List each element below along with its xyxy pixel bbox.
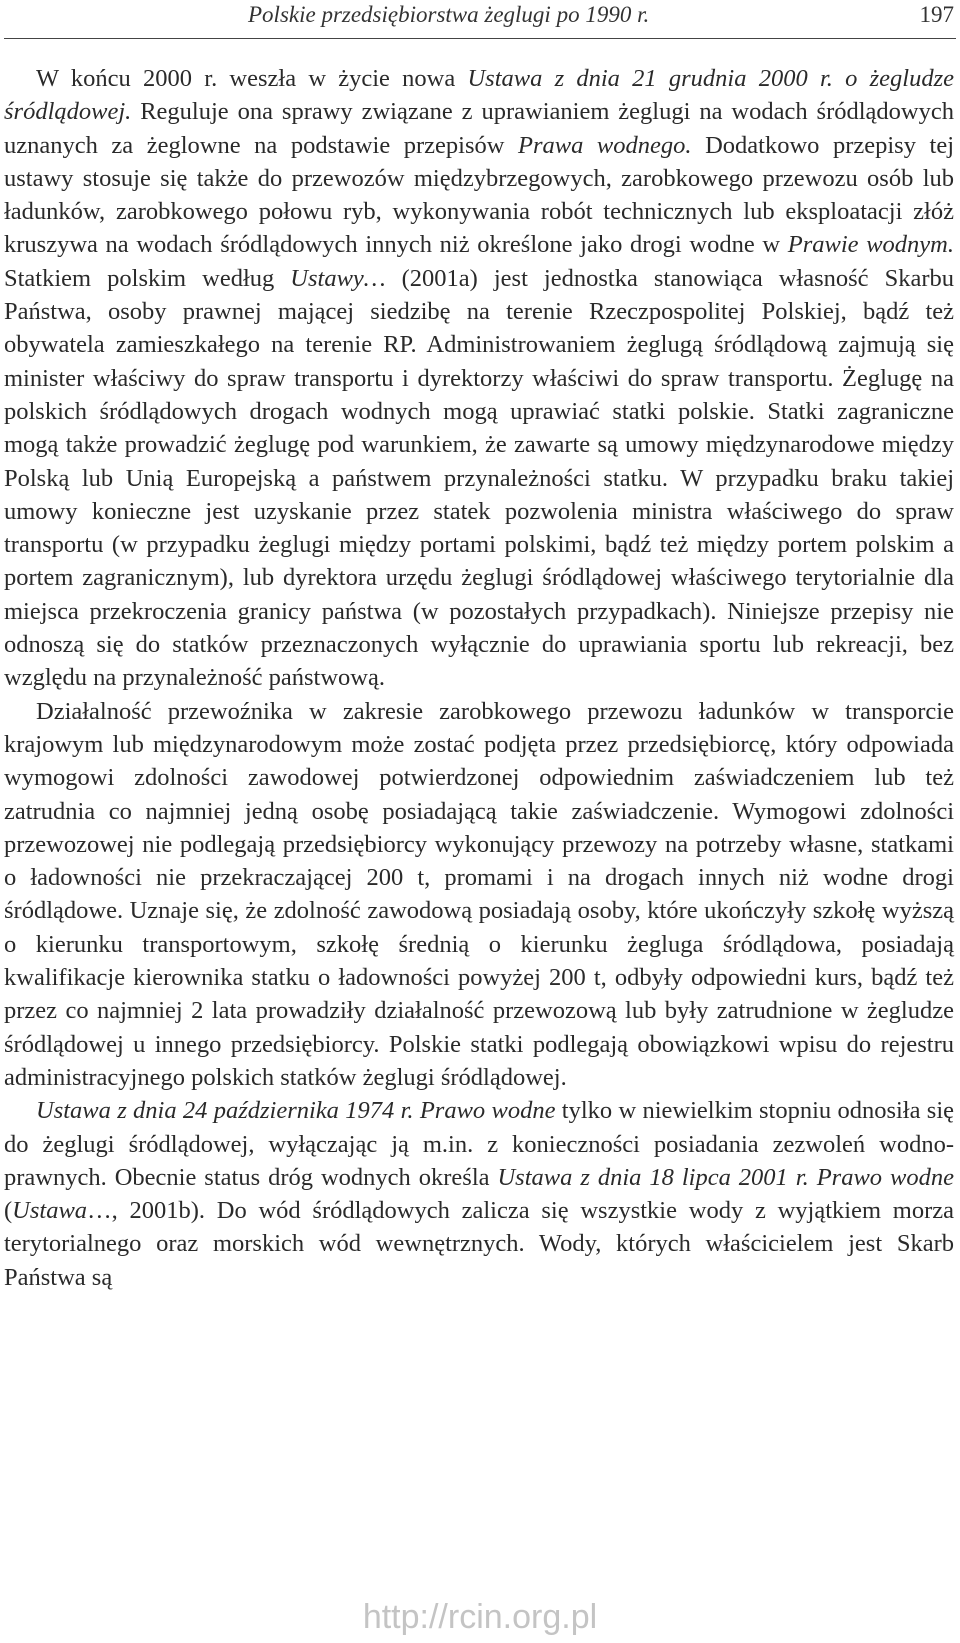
text-run: Dodatkowo przepisy tej ustawy stosuje się także do przewozów międzybrzegowych, zarobkowego przewozu osób lub ładunków, zarobkowego połowu ryb, wykonywania robót technicznych lub eksploatacji złóż kruszywa na wodach śródlądowych innych niż określone jako drogi wodne w	[4, 131, 954, 259]
running-title: Polskie przedsiębiorstwa żeglugi po 1990 r.	[248, 2, 650, 27]
italic-text-run: Ustawa z dnia 18 lipca 2001 r. Prawo wodne	[497, 1163, 954, 1191]
text-run: Działalność przewoźnika w zakresie zarobkowego przewozu ładunków w transporcie krajowym lub międzynarodowym może zostać podjęta przez przedsiębiorcę, który odpowiada wymogowi zdolności zawodowej potwierdzonej odpowiednim zaświadczeniem lub też zatrudnia co najmniej jedną osobę posiadającą takie zaświadczenie. Wymogowi zdolności przewozowej nie podlegają przedsiębiorcy wykonujący przewozy na potrzeby własne, statkami o ładowności nie przekraczającej 200 t, promami i na drogach innych niż wodne drogi śródlądowe. Uznaje się, że zdolność zawodową posiadają osoby, które ukończyły szkołę wyższą o kierunku transportowym, szkołę średnią o kierunku żegluga śródlądowa, posiadają kwalifikacje kierownika statku o ładowności powyżej 200 t, odbyły odpowiedni kurs, bądź też przez co najmniej 2 lata prowadziły działalność przewozową lub były zatrudnione w żegludze śródlądowej u innego przedsiębiorcy. Polskie statki podlegają obowiązkowi wpisu do rejestru administracyjnego polskich statków żeglugi śródlądowej.	[4, 697, 954, 1091]
text-run: (2001a) jest jednostka stanowiąca własność Skarbu Państwa, osoby prawnej mającej siedzibę na terenie Rzeczpospolitej Polskiej, bądź też obywatela zamieszkałego na terenie RP. Administrowaniem żeglugą śródlądową zajmują się minister właściwy do spraw transportu i dyrektorzy właściwi do spraw transportu. Żeglugę na polskich śródlądowych drogach wodnych mogą uprawiać statki polskie. Statki zagraniczne mogą także prowadzić żeglugę pod warunkiem, że zawarte są umowy międzynarodowe między Polską lub Unią Europejską a państwem przynależności statku. W przypadku braku takiej umowy konieczne jest uzyskanie przez statek pozwolenia ministra właściwego do spraw transportu (w przypadku żeglugi między portami polskimi, bądź też między portem polskim a portem zagranicznym), lub dyrektora urzędu żeglugi śródlądowej właściwego terytorialnie dla miejsca przekroczenia granicy państwa (w pozostałych przypadkach). Niniejsze przepisy nie odnoszą się do statków przeznaczonych wyłącznie do uprawiania sportu lub rekreacji, bez względu na przynależność państwową.	[4, 264, 954, 692]
italic-text-run: Prawie wodnym.	[787, 231, 954, 259]
text-run: W końcu 2000 r. weszła w życie nowa	[36, 65, 468, 92]
text-run: Statkiem polskim według	[4, 264, 291, 292]
text-run: (	[4, 1197, 13, 1225]
footer-url: http://rcin.org.pl	[362, 1598, 598, 1636]
italic-text-run: Prawa wodnego.	[518, 131, 692, 159]
italic-text-run: Ustawy…	[290, 264, 386, 292]
paragraph-1	[4, 62, 954, 695]
text-run: Reguluje ona sprawy związane z uprawianiem żeglugi na wodach śródlądowych uznanych za żeglowne na podstawie przepisów	[4, 98, 954, 159]
text-run: tylko w niewielkim stopniu odnosiła się do żeglugi śródlądowej, wyłączając ją m.in. z konieczności posiadania zezwoleń wodno-prawnych. Obecnie status dróg wodnych określa	[4, 1097, 955, 1191]
body-text	[4, 62, 954, 1294]
paragraph-3	[4, 1094, 954, 1294]
italic-text-run: Ustawa z dnia 21 grudnia 2000 r. o żegludze śródlądowej.	[4, 65, 954, 126]
text-run: …, 2001b). Do wód śródlądowych zalicza się wszystkie wody z wyjątkiem morza terytorialnego oraz morskich wód wewnętrznych. Wody, których właścicielem jest Skarb Państwa są	[4, 1197, 954, 1291]
paragraph-2	[4, 695, 954, 1095]
page-number: 197	[919, 2, 954, 27]
running-head	[4, 0, 956, 39]
italic-text-run: Ustawa z dnia 24 października 1974 r. Prawo wodne	[36, 1097, 556, 1125]
italic-text-run: Ustawa	[12, 1197, 88, 1225]
